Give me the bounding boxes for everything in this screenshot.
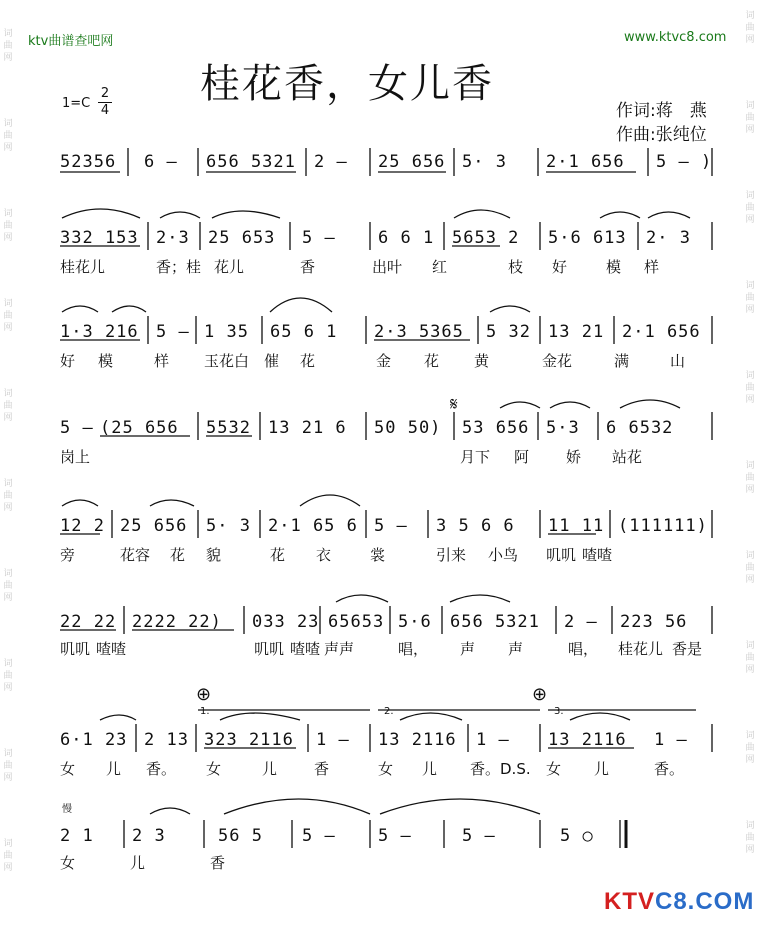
watermark-mark: 词 曲 网	[3, 389, 13, 423]
lyric: 声	[460, 640, 476, 658]
lyric: 儿	[594, 760, 610, 778]
lyric: 儿	[106, 760, 122, 778]
measure-notes: 22 22	[60, 612, 117, 632]
meter-top: 2	[100, 86, 110, 101]
lyric: 枝	[508, 258, 524, 276]
measure-notes: 11 11	[548, 516, 605, 536]
lyric: 红	[432, 258, 448, 276]
lyric: 声声	[324, 640, 355, 658]
composer-credit: 作曲:张纯位	[616, 125, 707, 145]
volta-label: 2.	[384, 706, 394, 717]
measure-notes: 6 6532	[606, 418, 674, 438]
lyric: 唱，	[398, 640, 429, 658]
lyric: 满	[614, 352, 630, 370]
measure-notes: 2222 22)	[132, 612, 222, 632]
measure-notes: 5 –	[378, 826, 412, 846]
measure-notes: 5 –	[462, 826, 496, 846]
lyric: 样	[644, 258, 660, 276]
watermark-mark: 词 曲 网	[745, 461, 755, 495]
watermark-mark: 词 曲 网	[3, 29, 13, 63]
watermark-mark: 词 曲 网	[3, 749, 13, 783]
measure-notes: 2 3	[132, 826, 166, 846]
measure-notes: 5·6	[398, 612, 432, 632]
measure-notes: 2·3	[156, 228, 190, 248]
lyric: 娇	[566, 448, 582, 466]
measure-notes: 5653 2	[452, 228, 520, 248]
lyric: 金花	[542, 352, 573, 370]
watermark-mark: 词 曲 网	[745, 11, 755, 45]
lyric: 玉花白	[204, 352, 250, 370]
volta-label: 1.	[200, 706, 210, 717]
meter-bottom: 4	[98, 102, 112, 119]
lyric: 叽叽	[60, 640, 91, 658]
lyric: 叽叽	[254, 640, 285, 658]
measure-notes: 656 5321	[450, 612, 540, 632]
coda-sign: ⊕	[532, 684, 548, 705]
lyric: 模	[98, 352, 114, 370]
measure-notes: 12 2	[60, 516, 105, 536]
lyric: 儿	[422, 760, 438, 778]
lyric: 样	[154, 352, 170, 370]
measure-notes: 1 –	[476, 730, 510, 750]
measure-notes: 1 35	[204, 322, 249, 342]
measure-notes: 2·1 65 6	[268, 516, 358, 536]
measure-notes: 5·3	[546, 418, 580, 438]
lyric: 香	[300, 258, 316, 276]
measure-notes: 2 13	[144, 730, 189, 750]
measure-notes: 53 656	[462, 418, 530, 438]
lyric: 黄	[474, 352, 490, 370]
watermark-mark: 词 曲 网	[3, 299, 13, 333]
watermark-mark: 词 曲 网	[3, 569, 13, 603]
lyricist-credit: 作词:蒋 燕	[616, 101, 707, 121]
lyric: 桂花儿	[618, 640, 664, 658]
lyric: 小鸟	[488, 546, 519, 564]
lyric: 花	[270, 546, 286, 564]
measure-notes: (111111)	[618, 516, 708, 536]
measure-notes: 65 6 1	[270, 322, 338, 342]
measure-notes: 5· 3	[206, 516, 251, 536]
site-url: www.ktvc8.com	[624, 30, 727, 45]
key-signature: 1=C	[62, 96, 91, 111]
measure-notes: 5 –	[60, 418, 94, 438]
measure-notes: 5 ○	[560, 826, 594, 846]
lyric: 唱，	[568, 640, 599, 658]
measure-notes: 13 2116	[548, 730, 627, 750]
lyric: 女	[60, 760, 76, 778]
tempo-mark: 慢	[62, 804, 72, 815]
watermark-mark: 词 曲 网	[3, 839, 13, 873]
measure-notes: 5 –	[302, 228, 336, 248]
measure-notes: 5532	[206, 418, 251, 438]
watermark-mark: 词 曲 网	[3, 659, 13, 693]
lyric: 香是	[672, 640, 703, 658]
measure-notes: 2·1 656	[622, 322, 701, 342]
measure-notes: 2·3 5365	[374, 322, 464, 342]
lyric: 好	[552, 258, 568, 276]
lyric: 花	[300, 352, 316, 370]
watermark-mark: 词 曲 网	[745, 551, 755, 585]
lyric: 女	[378, 760, 394, 778]
measure-notes: 65653	[328, 612, 385, 632]
lyric: 裳	[370, 546, 386, 564]
lyric: 女	[206, 760, 222, 778]
lyric: 山	[670, 352, 686, 370]
lyric: 衣	[316, 546, 332, 564]
measure-notes: 13 2116	[378, 730, 457, 750]
lyric: 花	[170, 546, 186, 564]
measure-notes: 2 1	[60, 826, 94, 846]
song-title: 桂花香，女儿香	[200, 61, 494, 107]
measure-notes: 5 – )	[656, 152, 713, 172]
lyric: 喳喳	[96, 640, 127, 658]
lyric: 催	[264, 352, 280, 370]
lyric: 桂花儿	[60, 258, 106, 276]
lyric: 阿	[514, 448, 530, 466]
measure-notes: 6 –	[144, 152, 178, 172]
lyric: 香；桂	[156, 258, 202, 276]
watermark-mark: 词 曲 网	[3, 119, 13, 153]
lyric: 花	[424, 352, 440, 370]
lyric: 香	[210, 854, 226, 872]
lyric: 月下	[460, 448, 491, 466]
measure-notes: 25 656	[120, 516, 188, 536]
lyric: 花儿	[214, 258, 245, 276]
lyric: 香。	[146, 760, 177, 778]
measure-notes: 52356	[60, 152, 117, 172]
measure-notes: 223 56	[620, 612, 688, 632]
lyric: 花容	[120, 546, 151, 564]
measure-notes: 1 –	[654, 730, 688, 750]
lyric: 岗上	[60, 448, 91, 466]
watermark-mark: 词 曲 网	[3, 209, 13, 243]
measure-notes: 13 21 6	[268, 418, 347, 438]
measure-notes: 033 23	[252, 612, 320, 632]
watermark-mark: 词 曲 网	[745, 191, 755, 225]
lyric: 喳喳	[290, 640, 321, 658]
measure-notes: 3 5 6 6	[436, 516, 515, 536]
lyric: 喳喳	[582, 546, 613, 564]
lyric: 叽叽	[546, 546, 577, 564]
lyric: 女	[546, 760, 562, 778]
lyric: 香。D.S.	[470, 760, 531, 778]
measure-notes: 5 –	[156, 322, 190, 342]
measure-notes: 25 653	[208, 228, 276, 248]
lyric: 香。	[654, 760, 685, 778]
measure-notes: 656 5321	[206, 152, 296, 172]
watermark-mark: 词 曲 网	[3, 479, 13, 513]
lyric: 出叶	[372, 258, 403, 276]
watermark-mark: 词 曲 网	[745, 281, 755, 315]
measure-notes: 5 –	[374, 516, 408, 536]
lyric: 香	[314, 760, 330, 778]
segno-sign: 𝄋	[450, 394, 458, 415]
lyric: 金	[376, 352, 392, 370]
lyric: 模	[606, 258, 622, 276]
site-name: ktv曲谱查吧网	[28, 34, 114, 49]
lyric: 儿	[262, 760, 278, 778]
watermark-mark: 词 曲 网	[745, 821, 755, 855]
measure-notes: 6 6 1	[378, 228, 435, 248]
watermark-mark: 词 曲 网	[745, 731, 755, 765]
coda-sign: ⊕	[196, 684, 212, 705]
volta-label: 3.	[554, 706, 564, 717]
measure-notes: 6·1 23	[60, 730, 128, 750]
measure-notes: 25 656	[378, 152, 446, 172]
lyric: 声	[508, 640, 524, 658]
ktvc8-logo: KTVC8.COM	[604, 888, 755, 915]
watermark-mark: 词 曲 网	[745, 101, 755, 135]
measure-notes: 5· 3	[462, 152, 507, 172]
measure-notes: 2 –	[314, 152, 348, 172]
measure-notes: 1·3 216	[60, 322, 139, 342]
lyric: 儿	[130, 854, 146, 872]
measure-notes: 1 –	[316, 730, 350, 750]
measure-notes: 2·1 656	[546, 152, 625, 172]
lyric: 站花	[612, 448, 643, 466]
measure-notes: 56 5	[218, 826, 263, 846]
watermark-mark: 词 曲 网	[745, 371, 755, 405]
measure-notes: 5 –	[302, 826, 336, 846]
lyric: 引来	[436, 546, 467, 564]
measure-notes: 2 –	[564, 612, 598, 632]
lyric: 女	[60, 854, 76, 872]
measure-notes: 323 2116	[204, 730, 294, 750]
measure-notes: 13 21	[548, 322, 605, 342]
measure-notes: (25 656	[100, 418, 179, 438]
lyric: 好	[60, 352, 76, 370]
measure-notes: 2· 3	[646, 228, 691, 248]
watermark-mark: 词 曲 网	[745, 641, 755, 675]
lyric: 旁	[60, 546, 76, 564]
measure-notes: 332 153	[60, 228, 139, 248]
lyric: 貌	[206, 546, 222, 564]
measure-notes: 50 50)	[374, 418, 442, 438]
measure-notes: 5 32	[486, 322, 531, 342]
measure-notes: 5·6 613	[548, 228, 627, 248]
